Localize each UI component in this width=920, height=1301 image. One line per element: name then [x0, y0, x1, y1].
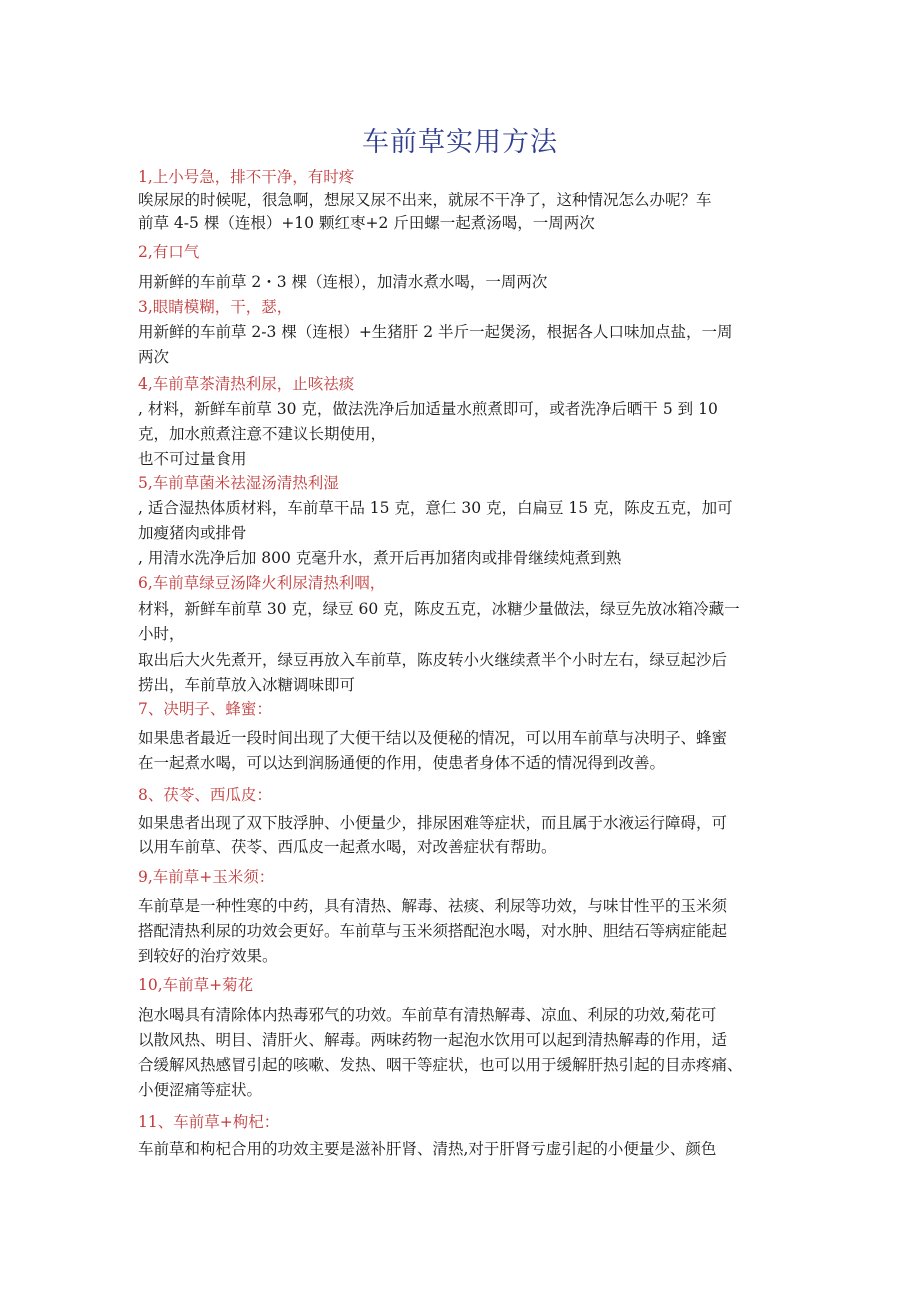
body-line: 小时， [138, 625, 185, 643]
section-heading-3: 3,眼睛模糊，干，瑟， [138, 298, 293, 316]
body-line: 两次 [138, 348, 170, 366]
section-heading-6: 6,车前草绿豆汤降火利尿清热利咽， [138, 574, 386, 592]
section-heading-5: 5,车前草菌米祛湿汤清热利湿 [138, 474, 339, 492]
body-line: 搭配清热利尿的功效会更好。车前草与玉米须搭配泡水喝，对水肿、胆结石等病症能起 [138, 922, 728, 940]
body-line: 用新鲜的车前草 2・3 棵（连根），加清水煮水喝，一周两次 [138, 273, 548, 291]
body-line: 捞出，车前草放入冰糖调味即可 [138, 676, 356, 694]
body-line: 如果患者最近一段时间出现了大便干结以及便秘的情况，可以用车前草与决明子、蜂蜜 [138, 729, 728, 747]
body-line: 车前草和枸杞合用的功效主要是滋补肝肾、清热,对于肝肾亏虚引起的小便量少、颜色 [138, 1140, 717, 1158]
section-heading-9: 9,车前草+玉米须： [138, 868, 275, 886]
body-line: 用新鲜的车前草 2-3 棵（连根）+生猪肝 2 半斤一起煲汤，根据各人口味加点盐，一周 [138, 323, 733, 341]
body-line: 前草 4-5 棵（连根）+10 颗红枣+2 斤田螺一起煮汤喝，一周两次 [138, 214, 595, 232]
body-line: 以用车前草、茯苓、西瓜皮一起煮水喝，对改善症状有帮助。 [138, 838, 557, 856]
body-line: 加瘦猪肉或排骨 [138, 524, 247, 542]
body-line: , 适合湿热体质材料，车前草干品 15 克，意仁 30 克，白扁豆 15 克，陈皮五克，加可 [138, 499, 733, 517]
body-line: 取出后大火先煮开，绿豆再放入车前草，陈皮转小火继续煮半个小时左右，绿豆起沙后 [138, 651, 728, 669]
body-line: 合缓解风热感冒引起的咳嗽、发热、咽干等症状，也可以用于缓解肝热引起的目赤疼痛、 [138, 1056, 743, 1074]
section-heading-2: 2,有口气 [138, 243, 200, 261]
body-line: 材料，新鲜车前草 30 克，绿豆 60 克，陈皮五克，冰糖少量做法，绿豆先放冰箱冷藏一 [138, 600, 740, 618]
section-heading-1: 1,上小号急，排不干净，有时疼 [138, 168, 355, 186]
section-heading-10: 10,车前草+菊花 [138, 976, 254, 994]
body-line: 如果患者出现了双下肢浮肿、小便量少，排尿困难等症状，而且属于水液运行障碍，可 [138, 814, 728, 832]
body-line: 以散风热、明目、清肝火、解毒。两味药物一起泡水饮用可以起到清热解毒的作用，适 [138, 1031, 728, 1049]
section-heading-8: 8、茯苓、西瓜皮： [138, 786, 272, 804]
body-line: 到较好的治疗效果。 [138, 947, 278, 965]
section-heading-7: 7、决明子、蜂蜜： [138, 700, 272, 718]
body-line: 唉尿尿的时候呢，很急啊，想尿又尿不出来，就尿不干净了，这种情况怎么办呢？车 [138, 191, 712, 209]
body-line: 在一起煮水喝，可以达到润肠通便的作用，使患者身体不适的情况得到改善。 [138, 754, 666, 772]
section-heading-4: 4,车前草茶清热利尿，止咳祛痰 [138, 375, 355, 393]
body-line: 小便涩痛等症状。 [138, 1081, 263, 1099]
body-line: , 用清水洗净后加 800 克毫升水，煮开后再加猪肉或排骨继续炖煮到熟 [138, 549, 622, 567]
document-title: 车前草实用方法 [362, 127, 558, 158]
section-heading-11: 11、车前草+枸杞： [138, 1113, 280, 1131]
body-line: 也不可过量食用 [138, 450, 247, 468]
body-line: 泡水喝具有清除体内热毒邪气的功效。车前草有清热解毒、凉血、利尿的功效,菊花可 [138, 1006, 717, 1024]
body-line: 车前草是一种性寒的中药，具有清热、解毒、祛痰、利尿等功效，与味甘性平的玉米须 [138, 897, 728, 915]
body-line: , 材料，新鲜车前草 30 克，做法洗净后加适量水煎煮即可，或者洗净后晒干 5 到 10 [138, 400, 718, 418]
body-line: 克，加水煎煮注意不建议长期使用， [138, 425, 387, 443]
